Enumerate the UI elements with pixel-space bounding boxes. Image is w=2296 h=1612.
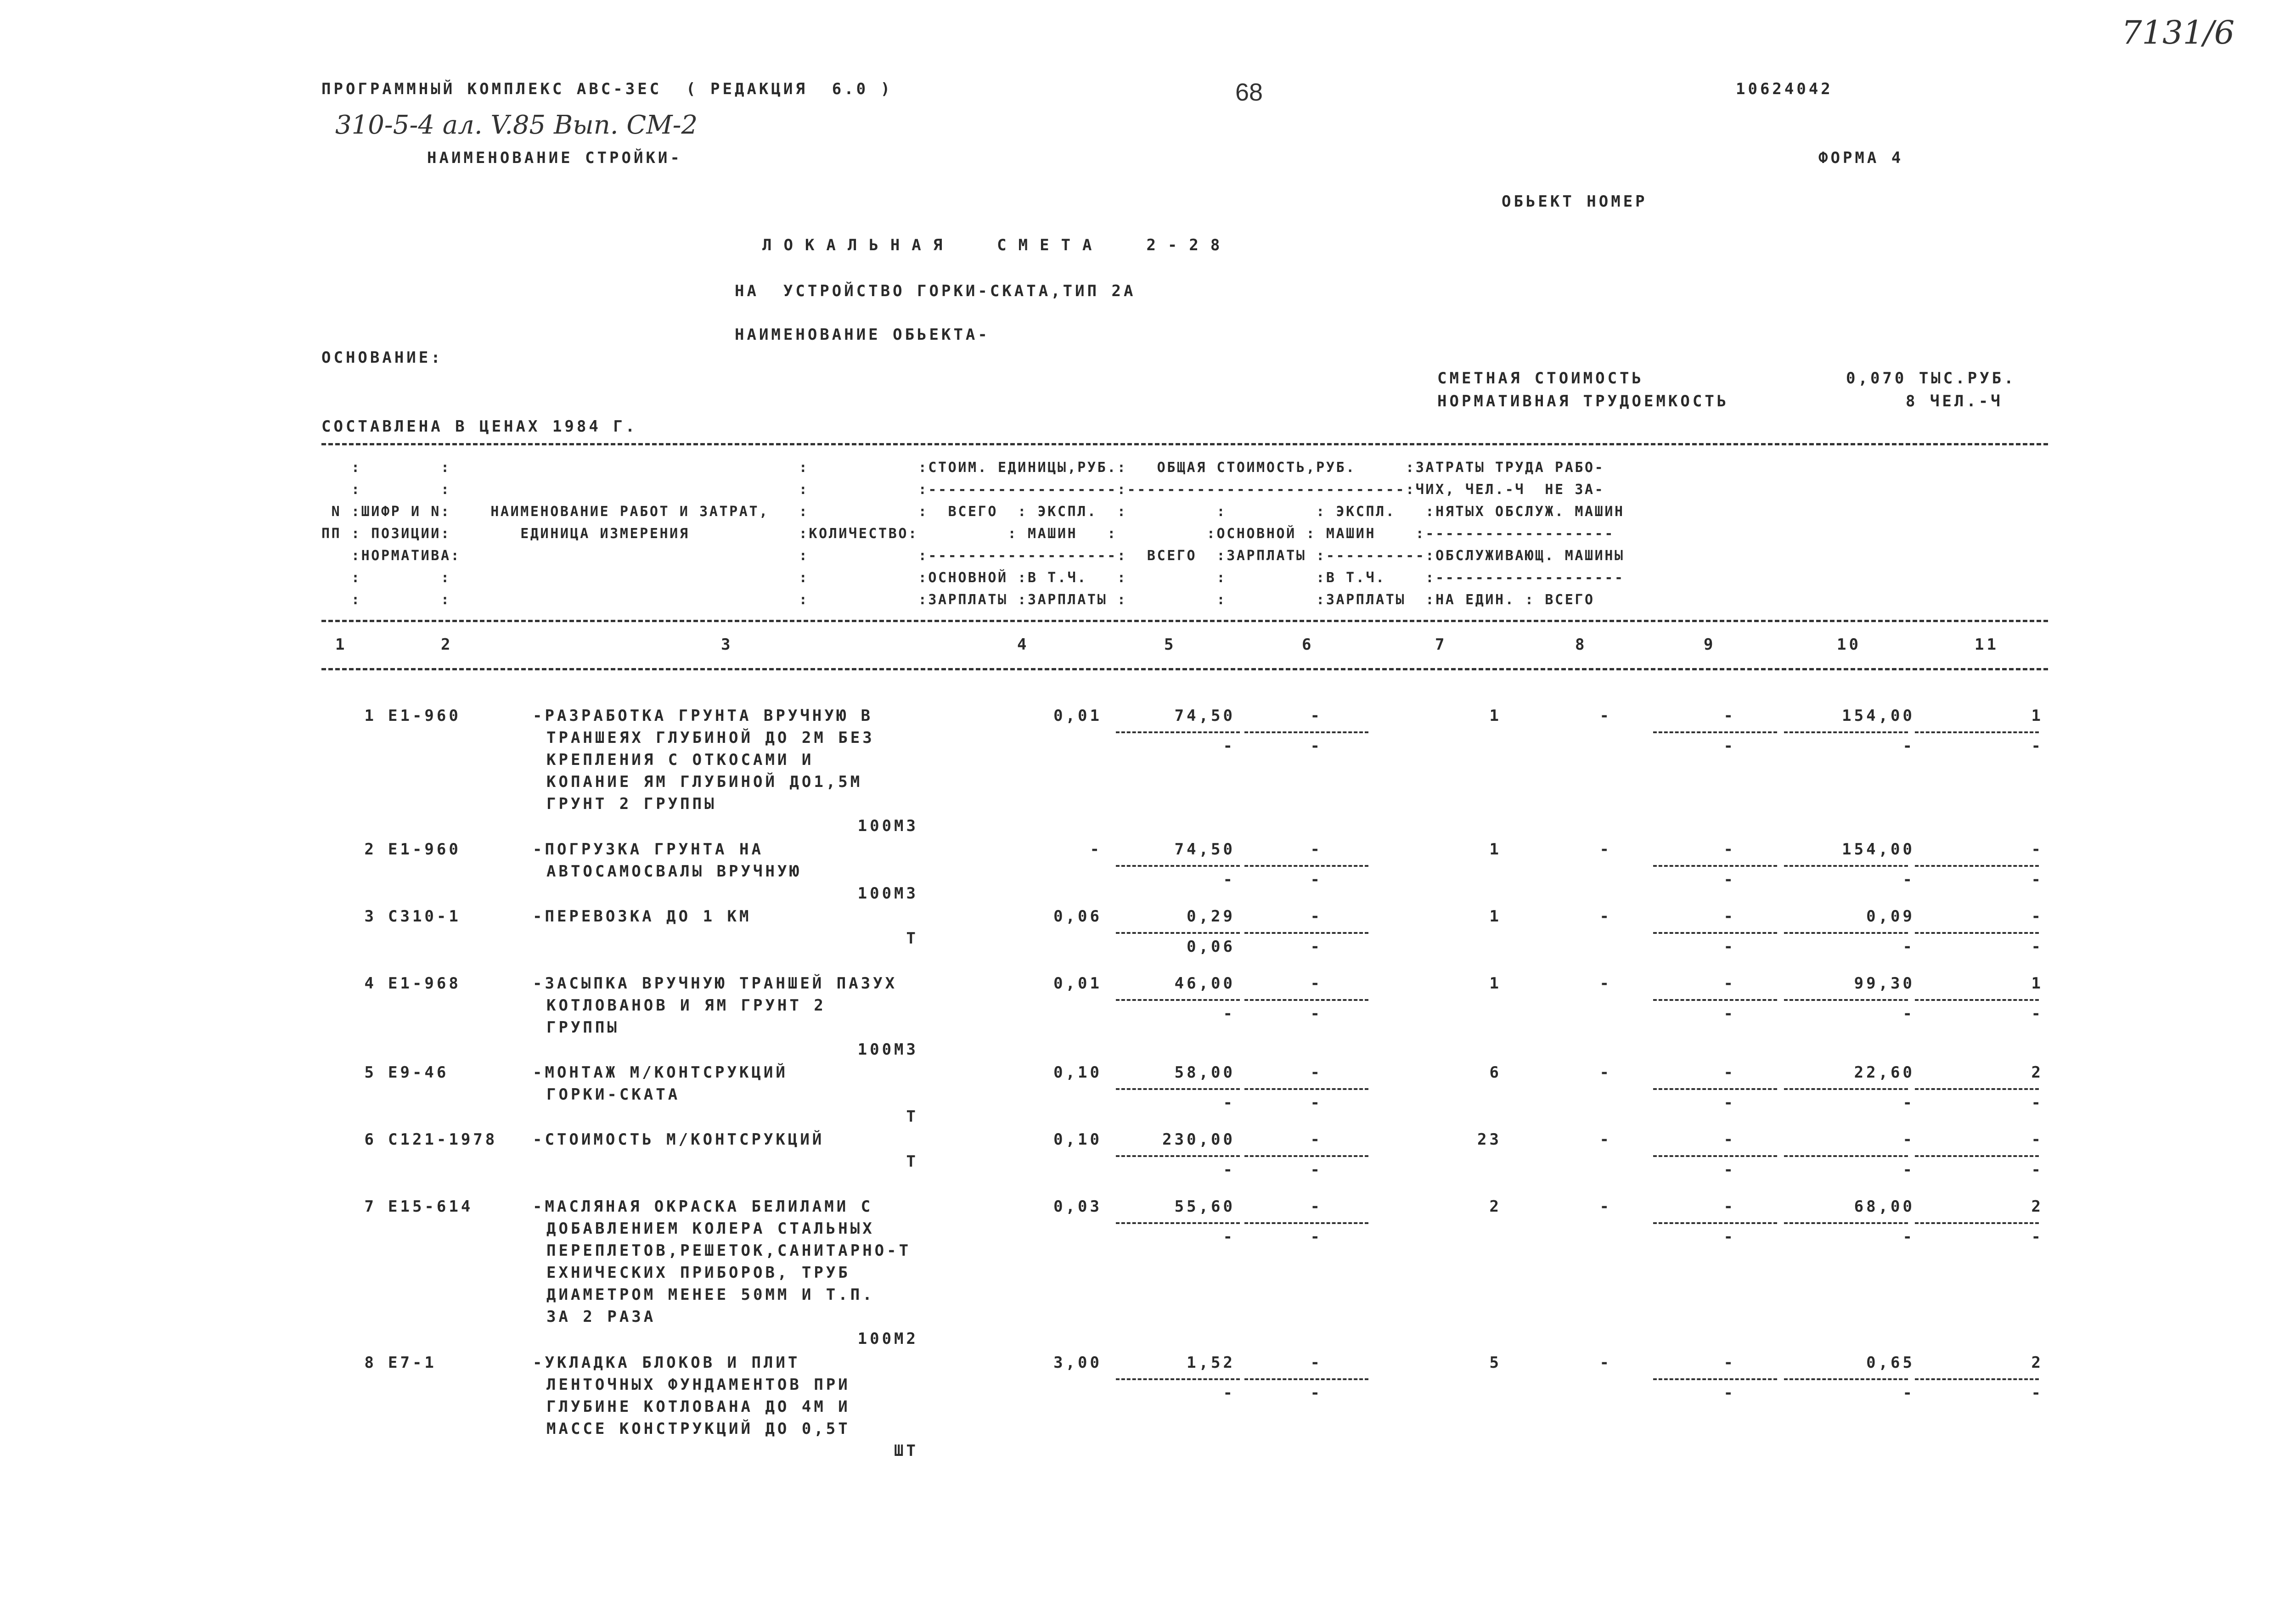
- form-label: ФОРМА 4: [1818, 149, 1904, 167]
- cell-divider: [1244, 1155, 1368, 1157]
- labor-per-unit: 0,65: [1866, 1354, 1915, 1372]
- corner-handwritten-mark: 7131/6: [2122, 14, 2235, 51]
- labor-total: -: [2031, 840, 2043, 859]
- work-description-line: ТРАНШЕЯХ ГЛУБИНОЙ ДО 2М БЕЗ: [546, 729, 875, 747]
- row-number: 1: [364, 707, 377, 725]
- unit-of-measure: 100М3: [857, 817, 918, 835]
- table-top-separator: [321, 443, 2048, 445]
- column-number: 5: [1164, 635, 1176, 654]
- total-machines: -: [1723, 1354, 1736, 1372]
- column-numbers-row: [0, 634, 2296, 657]
- work-description-line: -ПОГРУЗКА ГРУНТА НА: [533, 840, 764, 859]
- unit-cost-total: 0,29: [1187, 907, 1235, 926]
- unit-base-salary: -: [1223, 1228, 1235, 1246]
- unit-cost-total: 55,60: [1174, 1197, 1235, 1216]
- row-number: 6: [364, 1130, 377, 1149]
- quantity: 0,10: [1053, 1063, 1102, 1082]
- cell-divider: [1244, 999, 1368, 1001]
- work-description-line: КРЕПЛЕНИЯ С ОТКОСАМИ И: [546, 751, 814, 769]
- unit-cost-total: 74,50: [1174, 840, 1235, 859]
- machine-salary: -: [1723, 1161, 1736, 1179]
- unit-machine-salary: -: [1310, 871, 1322, 889]
- total-machines: -: [1723, 840, 1736, 859]
- total-machines: -: [1723, 1130, 1736, 1149]
- program-header: ПРОГРАММНЫЙ КОМПЛЕКС АВС-3ЕС ( РЕДАКЦИЯ 6.0 ): [321, 80, 893, 98]
- position-code: С121-1978: [388, 1130, 498, 1149]
- estimated-cost-value: 0,070 ТЫС.РУБ.: [1846, 369, 2016, 388]
- prices-basis-label: СОСТАВЛЕНА В ЦЕНАХ 1984 Г.: [321, 417, 638, 436]
- cell-divider: [1784, 731, 1908, 733]
- total-base-salary: -: [1599, 1130, 1612, 1149]
- total-cost: 2: [1489, 1197, 1502, 1216]
- service-labor-total: -: [2031, 737, 2043, 755]
- total-cost: 6: [1489, 1063, 1502, 1082]
- total-machines: -: [1723, 907, 1736, 926]
- quantity: 0,06: [1053, 907, 1102, 926]
- cell-divider: [1244, 865, 1368, 867]
- machine-salary: -: [1723, 871, 1736, 889]
- header-bottom-separator: [321, 668, 2048, 670]
- labor-per-unit: 154,00: [1842, 707, 1915, 725]
- cell-divider: [1116, 999, 1240, 1001]
- position-code: Е15-614: [388, 1197, 473, 1216]
- column-number: 11: [1975, 635, 1999, 654]
- estimate-title: ЛОКАЛЬНАЯ СМЕТА 2-28: [762, 236, 1232, 254]
- labor-per-unit: 68,00: [1854, 1197, 1915, 1216]
- work-description-line: -МОНТАЖ М/КОНТСРУКЦИЙ: [533, 1063, 788, 1082]
- row-number: 3: [364, 907, 377, 926]
- labor-total: 1: [2031, 974, 2043, 993]
- service-labor-total: -: [2031, 1161, 2043, 1179]
- header-mid-separator: [321, 620, 2048, 622]
- unit-of-measure: 100М3: [857, 884, 918, 903]
- unit-cost-machines: -: [1310, 1063, 1322, 1082]
- cell-divider: [1116, 1155, 1240, 1157]
- cell-divider: [1915, 865, 2039, 867]
- cell-divider: [1653, 932, 1777, 934]
- cell-divider: [1915, 1378, 2039, 1380]
- cell-divider: [1116, 932, 1240, 934]
- labor-total: 1: [2031, 707, 2043, 725]
- labor-per-unit: 154,00: [1842, 840, 1915, 859]
- work-description-line: ДОБАВЛЕНИЕМ КОЛЕРА СТАЛЬНЫХ: [546, 1219, 875, 1238]
- cell-divider: [1116, 865, 1240, 867]
- work-description-line: ПЕРЕПЛЕТОВ,РЕШЕТОК,САНИТАРНО-Т: [546, 1241, 912, 1260]
- work-description-line: -МАСЛЯНАЯ ОКРАСКА БЕЛИЛАМИ С: [533, 1197, 873, 1216]
- total-base-salary: -: [1599, 840, 1612, 859]
- unit-machine-salary: -: [1310, 1161, 1322, 1179]
- cell-divider: [1653, 1222, 1777, 1224]
- unit-of-measure: Т: [906, 1152, 918, 1171]
- column-number: 4: [1017, 635, 1030, 654]
- labor-total: 2: [2031, 1354, 2043, 1372]
- service-labor-total: -: [2031, 1228, 2043, 1246]
- building-name-label: НАИМЕНОВАНИЕ СТРОЙКИ-: [427, 149, 682, 167]
- column-number: 3: [721, 635, 733, 654]
- total-base-salary: -: [1599, 907, 1612, 926]
- unit-of-measure: 100М2: [857, 1330, 918, 1348]
- unit-machine-salary: -: [1310, 1094, 1322, 1112]
- row-number: 8: [364, 1354, 377, 1372]
- position-code: Е1-960: [388, 840, 461, 859]
- unit-cost-total: 74,50: [1174, 707, 1235, 725]
- service-labor-per-unit: -: [1902, 871, 1915, 889]
- unit-cost-machines: -: [1310, 1130, 1322, 1149]
- labor-per-unit: -: [1902, 1130, 1915, 1149]
- service-labor-total: -: [2031, 1094, 2043, 1112]
- row-number: 5: [364, 1063, 377, 1082]
- object-name-label: НАИМЕНОВАНИЕ ОБЬЕКТА-: [735, 326, 990, 344]
- total-machines: -: [1723, 974, 1736, 993]
- unit-machine-salary: -: [1310, 938, 1322, 956]
- cell-divider: [1653, 1378, 1777, 1380]
- cell-divider: [1116, 1378, 1240, 1380]
- table-header-line-6: : : : :ОСНОВНОЙ :В Т.Ч. : : :В Т.Ч. :-------------------: [321, 570, 1625, 586]
- work-description-line: АВТОСАМОСВАЛЫ ВРУЧНУЮ: [546, 862, 802, 881]
- column-number: 6: [1302, 635, 1314, 654]
- total-machines: -: [1723, 1063, 1736, 1082]
- service-labor-per-unit: -: [1902, 737, 1915, 755]
- cell-divider: [1244, 1378, 1368, 1380]
- position-code: С310-1: [388, 907, 461, 926]
- unit-of-measure: ШТ: [894, 1442, 918, 1460]
- cell-divider: [1244, 1088, 1368, 1090]
- cell-divider: [1784, 865, 1908, 867]
- work-description-line: -УКЛАДКА БЛОКОВ И ПЛИТ: [533, 1354, 800, 1372]
- unit-cost-machines: -: [1310, 907, 1322, 926]
- service-labor-total: -: [2031, 1384, 2043, 1402]
- labor-total: 2: [2031, 1063, 2043, 1082]
- unit-cost-total: 58,00: [1174, 1063, 1235, 1082]
- total-base-salary: -: [1599, 1063, 1612, 1082]
- basis-label: ОСНОВАНИЕ:: [321, 348, 443, 367]
- unit-cost-total: 230,00: [1162, 1130, 1235, 1149]
- table-header-line-5: :НОРМАТИВА: : :-------------------: ВСЕГО :ЗАРПЛАТЫ :----------:ОБСЛУЖИВАЮЩ. МАШИНЫ: [321, 548, 1625, 564]
- machine-salary: -: [1723, 1228, 1736, 1246]
- position-code: Е1-968: [388, 974, 461, 993]
- quantity: 3,00: [1053, 1354, 1102, 1372]
- work-description-line: МАССЕ КОНСТРУКЦИЙ ДО 0,5Т: [546, 1420, 850, 1438]
- work-description-line: КОТЛОВАНОВ И ЯМ ГРУНТ 2: [546, 996, 826, 1015]
- cell-divider: [1915, 999, 2039, 1001]
- row-number: 2: [364, 840, 377, 859]
- quantity: -: [1090, 840, 1102, 859]
- service-labor-per-unit: -: [1902, 1161, 1915, 1179]
- row-number: 7: [364, 1197, 377, 1216]
- work-description-line: ГОРКИ-СКАТА: [546, 1085, 681, 1104]
- unit-machine-salary: -: [1310, 1005, 1322, 1023]
- unit-cost-machines: -: [1310, 1354, 1322, 1372]
- handwritten-reference: 310-5-4 ал. V.85 Вып. СМ-2: [335, 110, 698, 140]
- column-number: 1: [335, 635, 348, 654]
- work-description-line: ГЛУБИНЕ КОТЛОВАНА ДО 4М И: [546, 1398, 850, 1416]
- work-description-line: ДИАМЕТРОМ МЕНЕЕ 50ММ И Т.П.: [546, 1286, 875, 1304]
- work-description-line: -ПЕРЕВОЗКА ДО 1 КМ: [533, 907, 752, 926]
- service-labor-total: -: [2031, 871, 2043, 889]
- cell-divider: [1116, 731, 1240, 733]
- labor-per-unit: 99,30: [1854, 974, 1915, 993]
- cell-divider: [1653, 1155, 1777, 1157]
- cell-divider: [1784, 1378, 1908, 1380]
- cell-divider: [1915, 1222, 2039, 1224]
- total-machines: -: [1723, 707, 1736, 725]
- machine-salary: -: [1723, 1094, 1736, 1112]
- unit-cost-machines: -: [1310, 974, 1322, 993]
- cell-divider: [1116, 1222, 1240, 1224]
- service-labor-total: -: [2031, 1005, 2043, 1023]
- column-number: 2: [441, 635, 453, 654]
- unit-base-salary: -: [1223, 737, 1235, 755]
- unit-cost-total: 46,00: [1174, 974, 1235, 993]
- position-code: Е7-1: [388, 1354, 437, 1372]
- work-description-line: ГРУНТ 2 ГРУППЫ: [546, 795, 717, 813]
- unit-base-salary: 0,06: [1187, 938, 1235, 956]
- cell-divider: [1653, 865, 1777, 867]
- document-code: 10624042: [1736, 80, 1833, 98]
- unit-cost-total: 1,52: [1187, 1354, 1235, 1372]
- machine-salary: -: [1723, 1384, 1736, 1402]
- unit-of-measure: 100М3: [857, 1040, 918, 1059]
- unit-cost-machines: -: [1310, 1197, 1322, 1216]
- labor-per-unit: 22,60: [1854, 1063, 1915, 1082]
- cell-divider: [1653, 999, 1777, 1001]
- position-code: Е1-960: [388, 707, 461, 725]
- unit-of-measure: Т: [906, 1107, 918, 1126]
- work-description-line: -РАЗРАБОТКА ГРУНТА ВРУЧНУЮ В: [533, 707, 873, 725]
- work-description-line: -СТОИМОСТЬ М/КОНТСРУКЦИЙ: [533, 1130, 825, 1149]
- table-header-line-1: : : : :СТОИМ. ЕДИНИЦЫ,РУБ.: ОБЩАЯ СТОИМОСТЬ,РУБ. :ЗАТРАТЫ ТРУДА РАБО-: [321, 460, 1605, 476]
- work-description-line: ЛЕНТОЧНЫХ ФУНДАМЕНТОВ ПРИ: [546, 1376, 850, 1394]
- cell-divider: [1653, 1088, 1777, 1090]
- machine-salary: -: [1723, 737, 1736, 755]
- labor-total: -: [2031, 907, 2043, 926]
- total-base-salary: -: [1599, 1197, 1612, 1216]
- table-header-line-7: : : : :ЗАРПЛАТЫ :ЗАРПЛАТЫ : : :ЗАРПЛАТЫ :НА ЕДИН. : ВСЕГО: [321, 592, 1595, 608]
- unit-base-salary: -: [1223, 1005, 1235, 1023]
- unit-base-salary: -: [1223, 871, 1235, 889]
- table-header-line-2: : : : :-------------------:----------------------------:ЧИХ, ЧЕЛ.-Ч НЕ ЗА-: [321, 482, 1605, 498]
- work-description-line: ЕХНИЧЕСКИХ ПРИБОРОВ, ТРУБ: [546, 1264, 850, 1282]
- estimate-subtitle: НА УСТРОЙСТВО ГОРКИ-СКАТА,ТИП 2А: [735, 282, 1136, 300]
- service-labor-per-unit: -: [1902, 1094, 1915, 1112]
- cell-divider: [1244, 932, 1368, 934]
- cell-divider: [1915, 731, 2039, 733]
- total-base-salary: -: [1599, 707, 1612, 725]
- service-labor-total: -: [2031, 938, 2043, 956]
- total-base-salary: -: [1599, 1354, 1612, 1372]
- service-labor-per-unit: -: [1902, 938, 1915, 956]
- work-description-line: ЗА 2 РАЗА: [546, 1308, 656, 1326]
- total-cost: 1: [1489, 707, 1502, 725]
- unit-base-salary: -: [1223, 1094, 1235, 1112]
- row-number: 4: [364, 974, 377, 993]
- cell-divider: [1784, 999, 1908, 1001]
- quantity: 0,01: [1053, 707, 1102, 725]
- labor-total: -: [2031, 1130, 2043, 1149]
- position-code: Е9-46: [388, 1063, 449, 1082]
- labor-per-unit: 0,09: [1866, 907, 1915, 926]
- work-description-line: КОПАНИЕ ЯМ ГЛУБИНОЙ ДО1,5М: [546, 773, 863, 791]
- total-cost: 5: [1489, 1354, 1502, 1372]
- cell-divider: [1915, 1088, 2039, 1090]
- page-number: 68: [1235, 79, 1263, 106]
- column-number: 7: [1435, 635, 1447, 654]
- total-base-salary: -: [1599, 974, 1612, 993]
- estimated-cost-label: СМЕТНАЯ СТОИМОСТЬ: [1437, 369, 1644, 388]
- unit-cost-machines: -: [1310, 707, 1322, 725]
- work-description-line: ГРУППЫ: [546, 1018, 619, 1037]
- cell-divider: [1915, 1155, 2039, 1157]
- unit-base-salary: -: [1223, 1384, 1235, 1402]
- machine-salary: -: [1723, 1005, 1736, 1023]
- unit-of-measure: Т: [906, 929, 918, 948]
- column-number: 9: [1704, 635, 1716, 654]
- service-labor-per-unit: -: [1902, 1005, 1915, 1023]
- cell-divider: [1915, 932, 2039, 934]
- cell-divider: [1244, 1222, 1368, 1224]
- table-header-line-3: N :ШИФР И N: НАИМЕНОВАНИЕ РАБОТ И ЗАТРАТ, : : ВСЕГО : ЭКСПЛ. : : : ЭКСПЛ. :НЯТЫХ ОБСЛУЖ. МАШИН: [321, 504, 1625, 520]
- total-cost: 1: [1489, 907, 1502, 926]
- cell-divider: [1784, 932, 1908, 934]
- object-number-label: ОБЬЕКТ НОМЕР: [1502, 192, 1648, 211]
- machine-salary: -: [1723, 938, 1736, 956]
- cell-divider: [1784, 1222, 1908, 1224]
- quantity: 0,03: [1053, 1197, 1102, 1216]
- unit-base-salary: -: [1223, 1161, 1235, 1179]
- labor-intensity-value: 8 ЧЕЛ.-Ч: [1906, 392, 2003, 410]
- cell-divider: [1116, 1088, 1240, 1090]
- work-description-line: -ЗАСЫПКА ВРУЧНУЮ ТРАНШЕЙ ПАЗУХ: [533, 974, 898, 993]
- table-header-line-4: ПП : ПОЗИЦИИ: ЕДИНИЦА ИЗМЕРЕНИЯ :КОЛИЧЕСТВО: : МАШИН : :ОСНОВНОЙ : МАШИН :-------------------: [321, 526, 1615, 542]
- labor-total: 2: [2031, 1197, 2043, 1216]
- cell-divider: [1244, 731, 1368, 733]
- unit-machine-salary: -: [1310, 1228, 1322, 1246]
- labor-intensity-label: НОРМАТИВНАЯ ТРУДОЕМКОСТЬ: [1437, 392, 1729, 410]
- service-labor-per-unit: -: [1902, 1228, 1915, 1246]
- total-machines: -: [1723, 1197, 1736, 1216]
- cell-divider: [1784, 1088, 1908, 1090]
- total-cost: 23: [1477, 1130, 1502, 1149]
- quantity: 0,10: [1053, 1130, 1102, 1149]
- quantity: 0,01: [1053, 974, 1102, 993]
- service-labor-per-unit: -: [1902, 1384, 1915, 1402]
- column-number: 8: [1575, 635, 1587, 654]
- unit-machine-salary: -: [1310, 1384, 1322, 1402]
- column-number: 10: [1837, 635, 1861, 654]
- cell-divider: [1784, 1155, 1908, 1157]
- total-cost: 1: [1489, 840, 1502, 859]
- total-cost: 1: [1489, 974, 1502, 993]
- unit-cost-machines: -: [1310, 840, 1322, 859]
- cell-divider: [1653, 731, 1777, 733]
- unit-machine-salary: -: [1310, 737, 1322, 755]
